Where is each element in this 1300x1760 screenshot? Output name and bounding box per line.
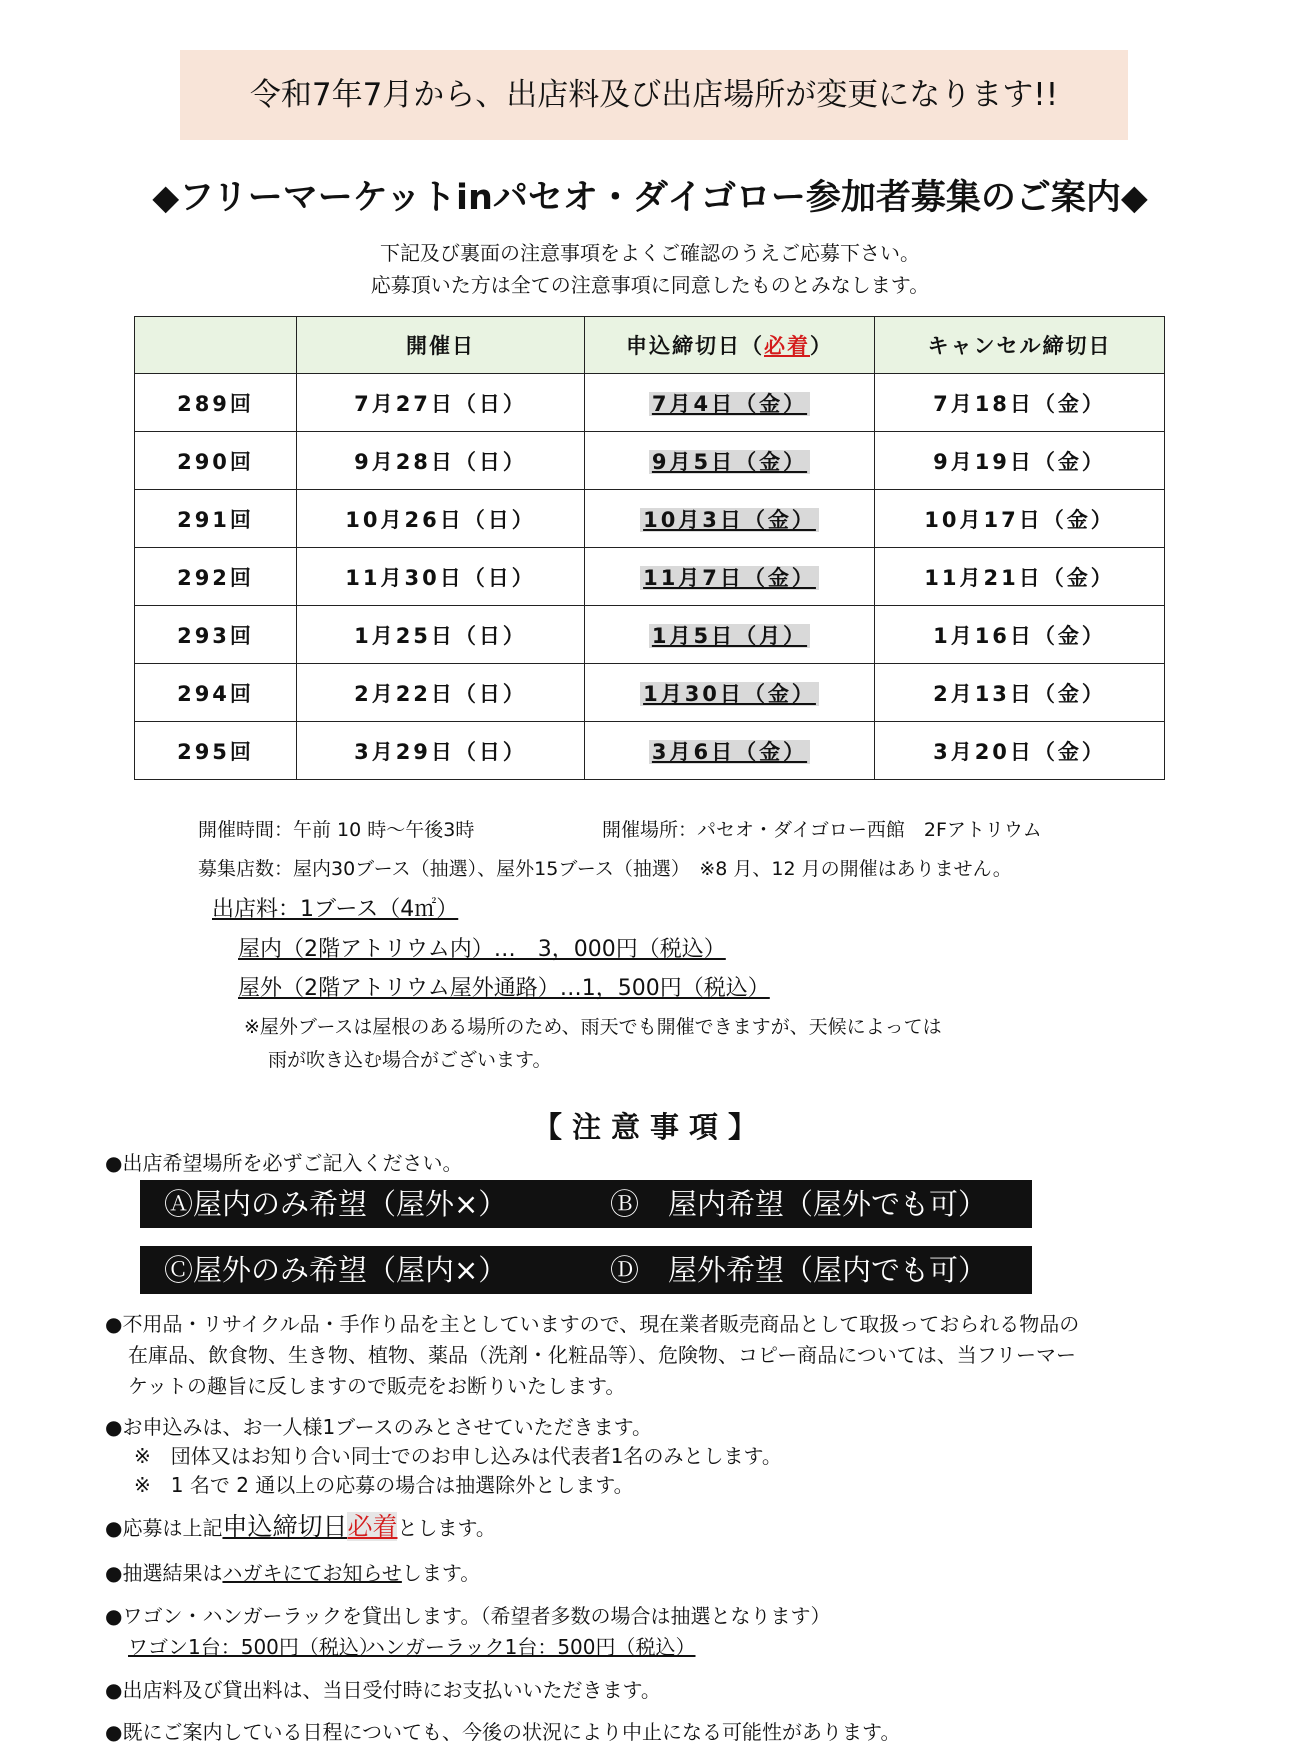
intro-line-2: 応募頂いた方は全ての注意事項に同意したものとみなします。 [370, 273, 930, 297]
header-deadline-prefix: 申込締切日（ [626, 334, 764, 358]
notice-banner: 令和7年7月から、出店料及び出店場所が変更になります!! [180, 50, 1128, 140]
row-date-cell: 7月27日（日） [297, 374, 585, 432]
row-cancel-cell: 9月19日（金） [875, 432, 1165, 490]
deadline-must-arrive: 必着 [347, 1512, 398, 1541]
row-cancel-cell: 10月17日（金） [875, 490, 1165, 548]
row-deadline: 7月4日（金） [649, 392, 810, 416]
row-cancel-cell: 7月18日（金） [875, 374, 1165, 432]
preference-bar-outdoor [140, 1246, 1032, 1294]
deadline-em: 申込締切日 [222, 1512, 348, 1541]
booth-count: 募集店数：屋内30ブース（抽選）、屋外15ブース（抽選） ※8 月、12 月の開催はありません。 [198, 858, 1012, 880]
caution-group-note: ※ 団体又はお知り合い同士でのお申し込みは代表者1名のみとします。 [134, 1444, 782, 1468]
header-deadline [585, 317, 875, 374]
intro-line-1: 下記及び裏面の注意事項をよくご確認のうえご応募下さい。 [380, 241, 920, 265]
row-date-cell: 1月25日（日） [297, 606, 585, 664]
table-row [135, 432, 1165, 490]
caution-cancellation: ●既にご案内している日程についても、今後の状況により中止になる可能性があります。 [105, 1720, 901, 1744]
row-deadline-cell [585, 432, 875, 490]
header-cancel: キャンセル締切日 [875, 317, 1165, 374]
row-number-cell: 295回 [135, 722, 297, 780]
row-number-cell: 289回 [135, 374, 297, 432]
table-row [135, 606, 1165, 664]
row-cancel-cell: 2月13日（金） [875, 664, 1165, 722]
header-deadline-must-arrive: 必着 [764, 334, 810, 358]
rental-rack: ハンガーラック1台：500円（税込） [365, 1635, 696, 1659]
row-deadline: 10月3日（金） [640, 508, 819, 532]
caution-title: 【注意事項】 [532, 1110, 767, 1144]
page-title: ◆フリーマーケットinパセオ・ダイゴロー参加者募集のご案内◆ [152, 178, 1148, 218]
outdoor-note-2: 雨が吹き込む場合がございます。 [268, 1049, 552, 1071]
caution-items-1: ●不用品・リサイクル品・手作り品を主としていますので、現在業者販売商品として取扱っておられる物品の [105, 1312, 1080, 1336]
event-place: 開催場所：パセオ・ダイゴロー西館 2Fアトリウム [602, 819, 1042, 841]
lottery-pre: ●抽選結果は [105, 1561, 223, 1585]
row-number-cell: 293回 [135, 606, 297, 664]
row-number-cell: 291回 [135, 490, 297, 548]
preference-bar-indoor [140, 1180, 1032, 1228]
option-c: Ⓒ屋外のみ希望（屋内×） [164, 1253, 508, 1287]
row-cancel-cell: 3月20日（金） [875, 722, 1165, 780]
row-deadline: 1月5日（月） [649, 624, 810, 648]
row-date-cell: 3月29日（日） [297, 722, 585, 780]
row-date-cell: 2月22日（日） [297, 664, 585, 722]
caution-deadline [105, 1512, 496, 1543]
caution-lottery [105, 1558, 480, 1588]
table-row [135, 664, 1165, 722]
row-number-cell: 294回 [135, 664, 297, 722]
deadline-post: とします。 [397, 1516, 496, 1540]
fee-outdoor: 屋外（2階アトリウム屋外通路）…1，500円（税込） [238, 976, 770, 1001]
option-b: Ⓑ 屋内希望（屋外でも可） [610, 1187, 988, 1221]
caution-duplicate-note: ※ 1 名で 2 通以上の応募の場合は抽選除外とします。 [134, 1473, 634, 1497]
row-cancel-cell: 1月16日（金） [875, 606, 1165, 664]
row-deadline-cell [585, 374, 875, 432]
caution-items-2: 在庫品、飲食物、生き物、植物、薬品（洗剤・化粧品等）、危険物、コピー商品については、当フリーマー [128, 1343, 1076, 1367]
row-deadline-cell [585, 548, 875, 606]
row-deadline: 11月7日（金） [640, 566, 819, 590]
row-deadline: 3月6日（金） [649, 740, 810, 764]
deadline-pre: ●応募は上記 [105, 1516, 223, 1540]
row-deadline-cell [585, 722, 875, 780]
option-a: Ⓐ屋内のみ希望（屋外×） [164, 1187, 508, 1221]
table-row [135, 548, 1165, 606]
row-deadline-cell [585, 490, 875, 548]
option-d: Ⓓ 屋外希望（屋内でも可） [610, 1253, 988, 1287]
caution-payment: ●出店料及び貸出料は、当日受付時にお支払いいただきます。 [105, 1678, 661, 1702]
row-date-cell: 11月30日（日） [297, 548, 585, 606]
table-row [135, 490, 1165, 548]
lottery-em: ハガキにてお知らせ [222, 1561, 402, 1585]
table-row [135, 374, 1165, 432]
row-deadline-cell [585, 664, 875, 722]
fee-indoor: 屋内（2階アトリウム内）… 3，000円（税込） [238, 937, 726, 962]
event-time: 開催時間：午前 10 時～午後3時 [198, 819, 475, 841]
row-deadline: 9月5日（金） [649, 450, 810, 474]
outdoor-note-1: ※屋外ブースは屋根のある場所のため、雨天でも開催できますが、天候によっては [244, 1016, 942, 1038]
caution-one-booth: ●お申込みは、お一人様1ブースのみとさせていただきます。 [105, 1415, 652, 1439]
row-cancel-cell: 11月21日（金） [875, 548, 1165, 606]
caution-items-3: ケットの趣旨に反しますので販売をお断りいたします。 [128, 1374, 626, 1398]
row-number-cell: 292回 [135, 548, 297, 606]
row-deadline-cell [585, 606, 875, 664]
caution-preference: ●出店希望場所を必ずご記入ください。 [105, 1151, 463, 1175]
header-blank [135, 317, 297, 374]
lottery-post: します。 [401, 1561, 481, 1585]
fee-title: 出店料：1ブース（4㎡） [212, 897, 459, 922]
row-deadline: 1月30日（金） [640, 682, 819, 706]
row-date-cell: 10月26日（日） [297, 490, 585, 548]
row-number-cell: 290回 [135, 432, 297, 490]
header-date: 開催日 [297, 317, 585, 374]
row-date-cell: 9月28日（日） [297, 432, 585, 490]
caution-rental: ●ワゴン・ハンガーラックを貸出します。（希望者多数の場合は抽選となります） [105, 1604, 831, 1628]
header-deadline-suffix: ） [810, 334, 833, 358]
rental-wagon: ワゴン1台：500円（税込） [128, 1635, 379, 1659]
schedule-table [134, 316, 1165, 780]
table-header-row [135, 317, 1165, 374]
table-row [135, 722, 1165, 780]
